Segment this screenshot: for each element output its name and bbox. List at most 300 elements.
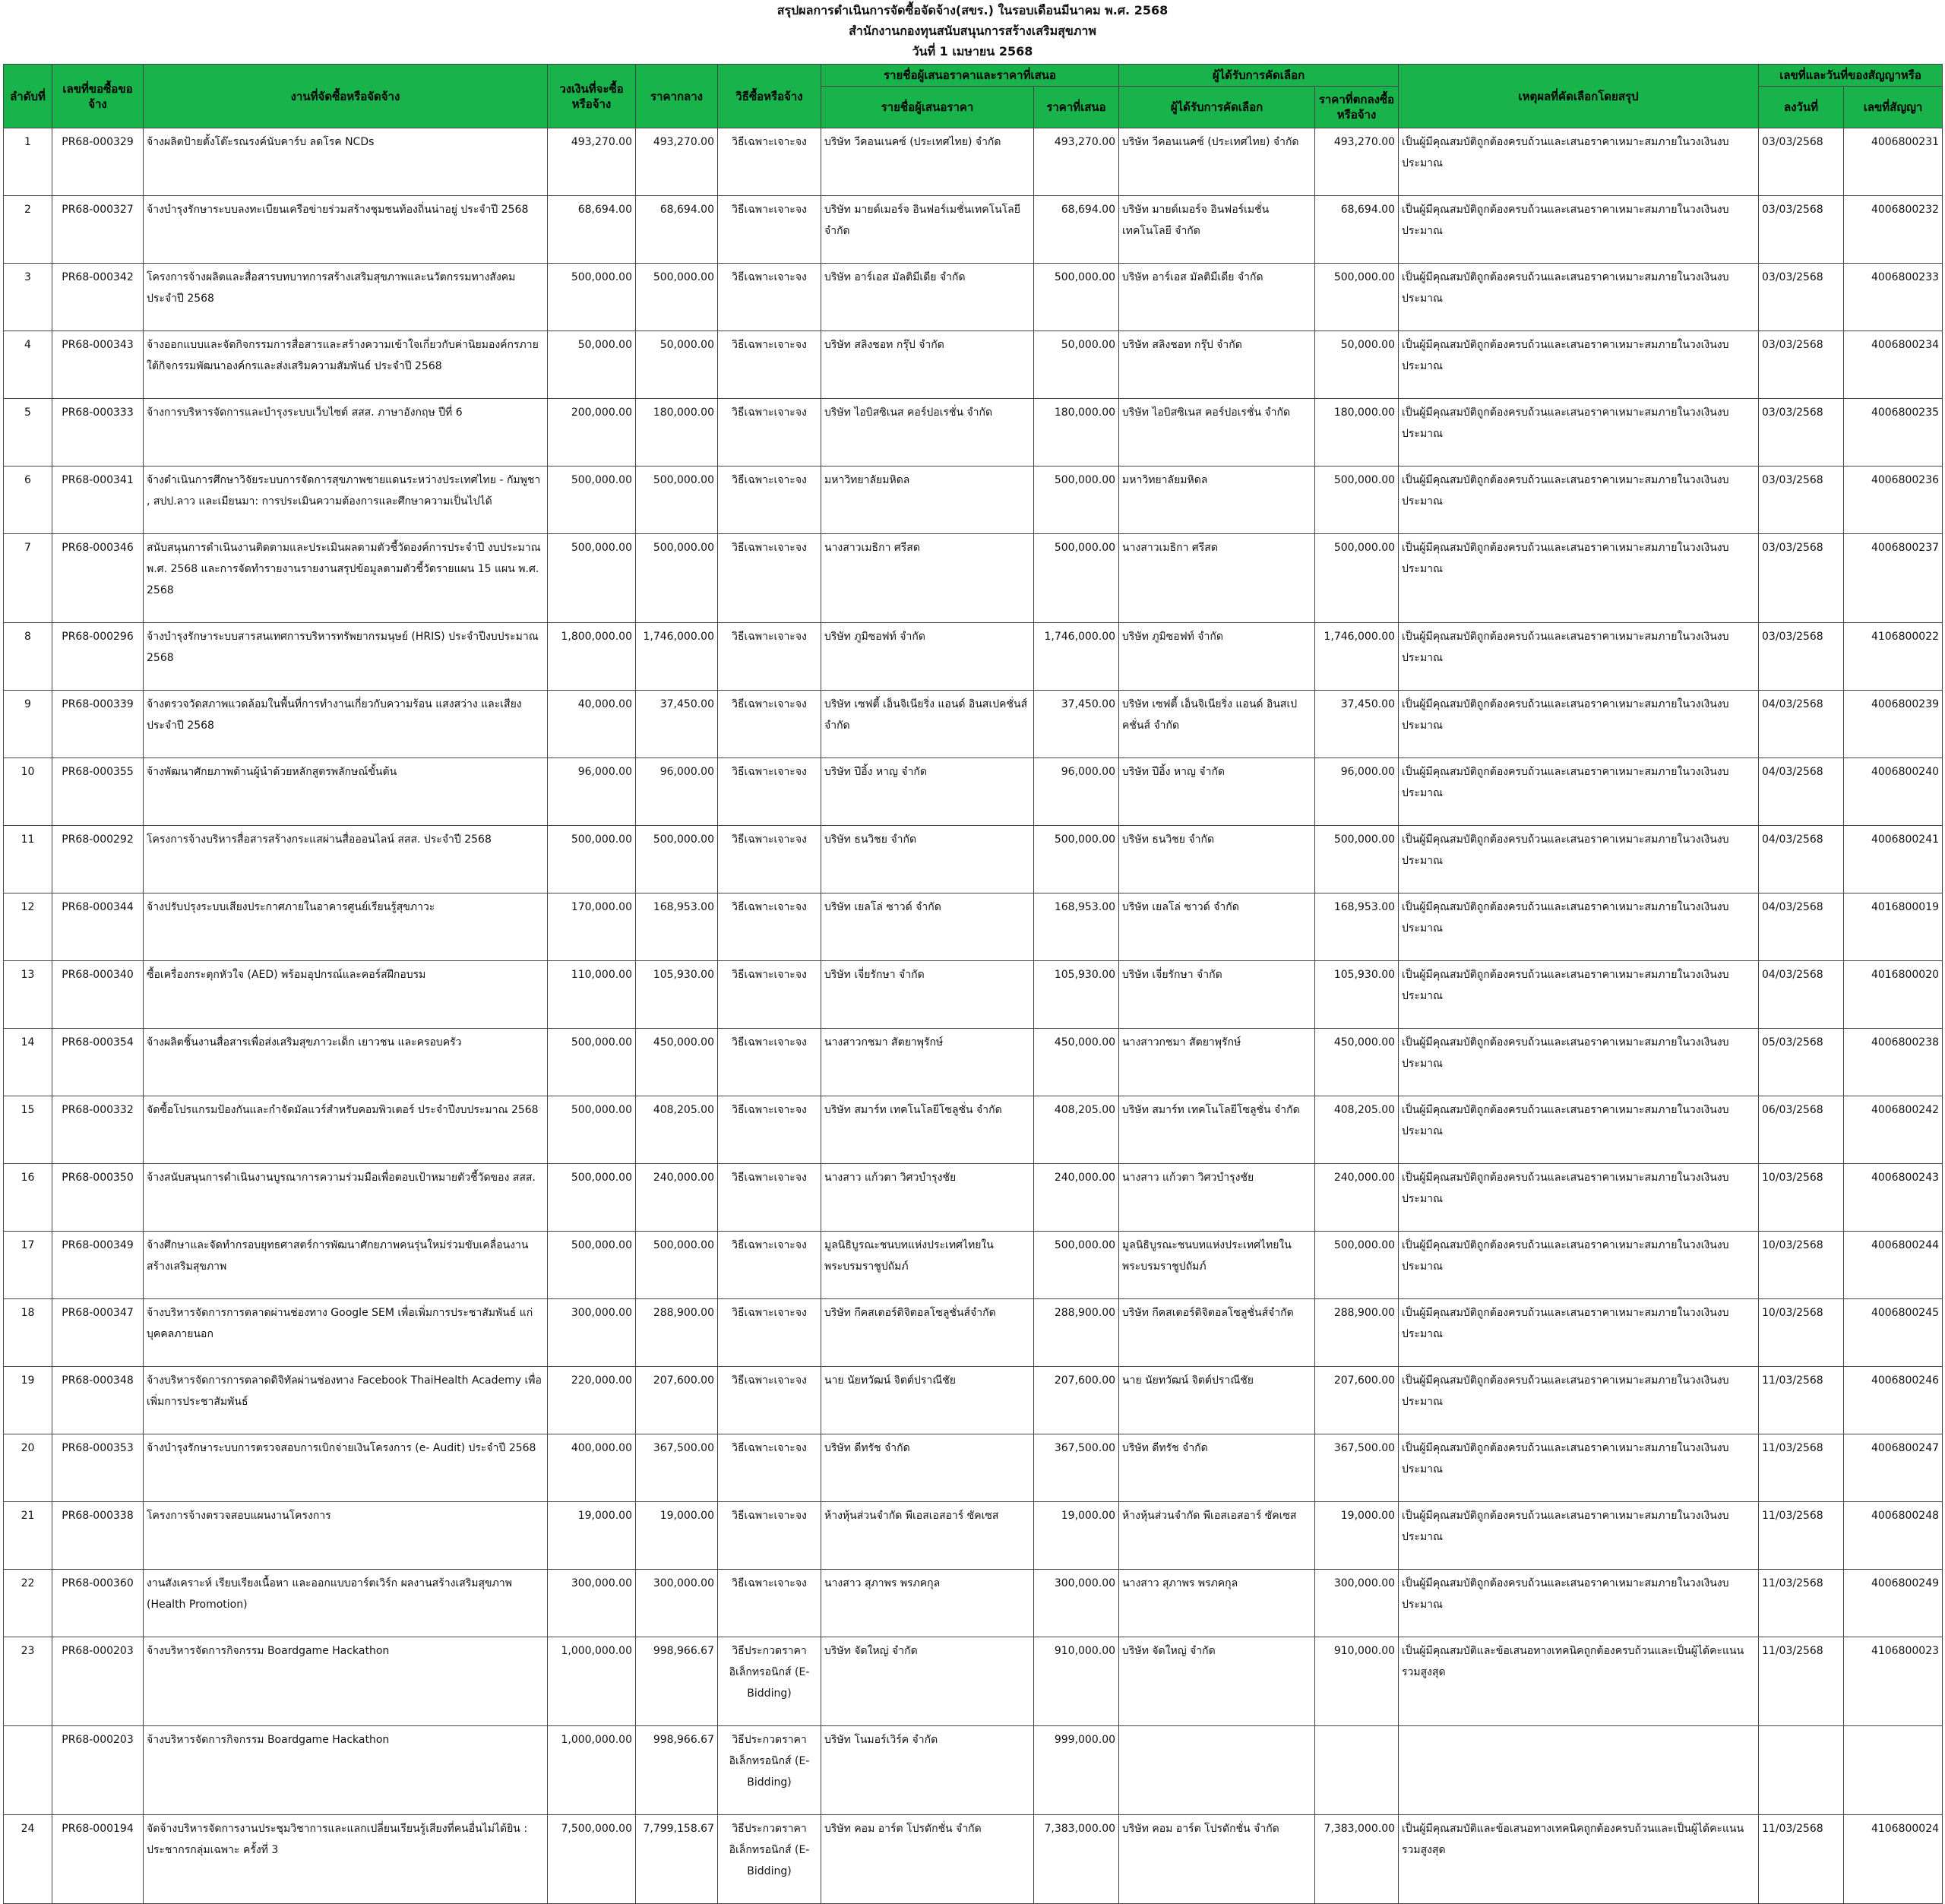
row-work: จ้างบริหารจัดการการตลาดดิจิทัลผ่านช่องทาง Facebook ThaiHealth Academy เพื่อเพิ่มการประชาสัมพันธ์	[144, 1367, 548, 1434]
row-seq: 14	[4, 1029, 52, 1096]
row-bidder: มูลนิธิบูรณะชนบทแห่งประเทศไทยในพระบรมราชูปถัมภ์	[821, 1232, 1034, 1299]
row-selected: นางสาว สุภาพร พรภคกุล	[1119, 1570, 1315, 1637]
row-contract-no: 4006800237	[1844, 534, 1943, 623]
row-agreed-price: 500,000.00	[1315, 1232, 1399, 1299]
table-row	[4, 1570, 1943, 1637]
row-budget: 170,000.00	[548, 893, 636, 961]
row-selected: บริษัท ธนวิชย จำกัด	[1119, 826, 1315, 893]
row-method: วิธีเฉพาะเจาะจง	[718, 893, 821, 961]
row-work: จ้างบำรุงรักษาระบบสารสนเทศการบริหารทรัพยากรมนุษย์ (HRIS) ประจำปีงบประมาณ 2568	[144, 623, 548, 691]
table-row	[4, 1434, 1943, 1502]
row-method: วิธีเฉพาะเจาะจง	[718, 758, 821, 826]
row-selected: บริษัท เซฟตี้ เอ็นจิเนียริ่ง แอนด์ อินสเปคชั่นส์ จำกัด	[1119, 691, 1315, 758]
table-body	[4, 128, 1943, 1904]
row-contract-date: 11/03/2568	[1759, 1502, 1844, 1570]
row-bidder: นางสาว สุภาพร พรภคกุล	[821, 1570, 1034, 1637]
row-selected: บริษัท วีคอนเนคซ์ (ประเทศไทย) จำกัด	[1119, 128, 1315, 196]
table-row	[4, 1164, 1943, 1232]
row-seq: 15	[4, 1096, 52, 1164]
row-selected: บริษัท สลิงชอท กรุ๊ป จำกัด	[1119, 331, 1315, 399]
row-budget: 300,000.00	[548, 1299, 636, 1367]
row-req-no: PR68-000348	[52, 1367, 144, 1434]
row-selected: บริษัท จัดใหญ่ จำกัด	[1119, 1637, 1315, 1726]
row-method: วิธีเฉพาะเจาะจง	[718, 1299, 821, 1367]
row-bid-price: 999,000.00	[1034, 1726, 1119, 1815]
row-median-price: 998,966.67	[636, 1637, 718, 1726]
row-contract-no: 4006800240	[1844, 758, 1943, 826]
row-seq: 11	[4, 826, 52, 893]
row-median-price: 50,000.00	[636, 331, 718, 399]
row-req-no: PR68-000333	[52, 399, 144, 467]
row-req-no: PR68-000353	[52, 1434, 144, 1502]
row-work: จ้างบำรุงรักษาระบบลงทะเบียนเครือข่ายร่วมสร้างชุมชนท้องถิ่นน่าอยู่ ประจำปี 2568	[144, 196, 548, 264]
row-req-no: PR68-000296	[52, 623, 144, 691]
row-bid-price: 207,600.00	[1034, 1367, 1119, 1434]
row-work: จ้างบริหารจัดการกิจกรรม Boardgame Hackathon	[144, 1726, 548, 1815]
row-seq: 18	[4, 1299, 52, 1367]
row-method: วิธีเฉพาะเจาะจง	[718, 128, 821, 196]
row-contract-date: 03/03/2568	[1759, 331, 1844, 399]
row-reason: เป็นผู้มีคุณสมบัติถูกต้องครบถ้วนและเสนอราคาเหมาะสมภายในวงเงินงบประมาณ	[1399, 1570, 1759, 1637]
row-bidder: บริษัท ปีอิ้ง หาญ จำกัด	[821, 758, 1034, 826]
row-req-no: PR68-000340	[52, 961, 144, 1029]
row-median-price: 500,000.00	[636, 1232, 718, 1299]
table-row	[4, 1637, 1943, 1726]
row-selected: นางสาวกชมา สัตยาพุรักษ์	[1119, 1029, 1315, 1096]
row-bidder: บริษัท เยลโล่ ซาวด์ จำกัด	[821, 893, 1034, 961]
row-bidder: มหาวิทยาลัยมหิดล	[821, 467, 1034, 534]
row-agreed-price	[1315, 1726, 1399, 1815]
row-work: จัดซื้อโปรแกรมป้องกันและกำจัดมัลแวร์สำหรับคอมพิวเตอร์ ประจำปีงบประมาณ 2568	[144, 1096, 548, 1164]
row-bidder: บริษัท จัดใหญ่ จำกัด	[821, 1637, 1034, 1726]
row-budget: 500,000.00	[548, 1164, 636, 1232]
row-req-no: PR68-000329	[52, 128, 144, 196]
row-median-price: 68,694.00	[636, 196, 718, 264]
row-contract-date: 10/03/2568	[1759, 1232, 1844, 1299]
col-group-selected: ผู้ได้รับการคัดเลือก	[1119, 65, 1399, 87]
row-budget: 500,000.00	[548, 1096, 636, 1164]
row-req-no: PR68-000332	[52, 1096, 144, 1164]
table-row	[4, 264, 1943, 331]
row-req-no: PR68-000346	[52, 534, 144, 623]
row-reason: เป็นผู้มีคุณสมบัติถูกต้องครบถ้วนและเสนอราคาเหมาะสมภายในวงเงินงบประมาณ	[1399, 467, 1759, 534]
row-seq: 21	[4, 1502, 52, 1570]
row-seq: 10	[4, 758, 52, 826]
row-agreed-price: 493,270.00	[1315, 128, 1399, 196]
row-agreed-price: 7,383,000.00	[1315, 1815, 1399, 1904]
row-bid-price: 500,000.00	[1034, 264, 1119, 331]
row-bid-price: 240,000.00	[1034, 1164, 1119, 1232]
row-budget: 7,500,000.00	[548, 1815, 636, 1904]
row-contract-date: 04/03/2568	[1759, 758, 1844, 826]
table-row	[4, 1232, 1943, 1299]
table-row	[4, 961, 1943, 1029]
row-agreed-price: 288,900.00	[1315, 1299, 1399, 1367]
row-contract-no: 4006800244	[1844, 1232, 1943, 1299]
row-median-price: 105,930.00	[636, 961, 718, 1029]
table-row	[4, 1299, 1943, 1367]
row-selected: นาย นัยทวัฒน์ จิตต์ปราณีชัย	[1119, 1367, 1315, 1434]
row-median-price: 180,000.00	[636, 399, 718, 467]
row-agreed-price: 96,000.00	[1315, 758, 1399, 826]
row-reason: เป็นผู้มีคุณสมบัติถูกต้องครบถ้วนและเสนอราคาเหมาะสมภายในวงเงินงบประมาณ	[1399, 534, 1759, 623]
table-row	[4, 128, 1943, 196]
row-seq: 4	[4, 331, 52, 399]
row-method: วิธีเฉพาะเจาะจง	[718, 1232, 821, 1299]
row-agreed-price: 408,205.00	[1315, 1096, 1399, 1164]
row-method: วิธีเฉพาะเจาะจง	[718, 826, 821, 893]
row-seq: 19	[4, 1367, 52, 1434]
col-selected: ผู้ได้รับการคัดเลือก	[1119, 87, 1315, 128]
row-budget: 500,000.00	[548, 467, 636, 534]
row-median-price: 240,000.00	[636, 1164, 718, 1232]
col-contract-no: เลขที่สัญญา	[1844, 87, 1943, 128]
row-contract-no: 4016800019	[1844, 893, 1943, 961]
row-req-no: PR68-000342	[52, 264, 144, 331]
row-reason: เป็นผู้มีคุณสมบัติถูกต้องครบถ้วนและเสนอราคาเหมาะสมภายในวงเงินงบประมาณ	[1399, 331, 1759, 399]
row-bid-price: 500,000.00	[1034, 1232, 1119, 1299]
row-agreed-price: 68,694.00	[1315, 196, 1399, 264]
row-selected: บริษัท ภูมิซอฟท์ จำกัด	[1119, 623, 1315, 691]
row-work: จ้างออกแบบและจัดกิจกรรมการสื่อสารและสร้างความเข้าใจเกี่ยวกับค่านิยมองค์กรภายใต้กิจกรรมพัฒนาองค์กรและส่งเสริมความสัมพันธ์ ประจำปี 2568	[144, 331, 548, 399]
row-bidder: บริษัท กีคสเตอร์ดิจิตอลโซลูชั่นส์จำกัด	[821, 1299, 1034, 1367]
row-req-no: PR68-000194	[52, 1815, 144, 1904]
row-contract-date: 04/03/2568	[1759, 961, 1844, 1029]
row-bid-price: 910,000.00	[1034, 1637, 1119, 1726]
row-selected: นางสาว แก้วตา วิศวบำรุงชัย	[1119, 1164, 1315, 1232]
row-contract-date: 04/03/2568	[1759, 691, 1844, 758]
row-method: วิธีเฉพาะเจาะจง	[718, 264, 821, 331]
row-method: วิธีเฉพาะเจาะจง	[718, 1096, 821, 1164]
row-method: วิธีเฉพาะเจาะจง	[718, 534, 821, 623]
row-work: จ้างดำเนินการศึกษาวิจัยระบบการจัดการสุขภาพชายแดนระหว่างประเทศไทย - กัมพูชา , สปป.ลาว และเมียนมา: การประเมินความต้องการและศึกษาความเป็นไปได้	[144, 467, 548, 534]
row-work: จ้างบริหารจัดการการตลาดผ่านช่องทาง Google SEM เพื่อเพิ่มการประชาสัมพันธ์ แก่บุคคลภายนอก	[144, 1299, 548, 1367]
row-contract-no: 4106800023	[1844, 1637, 1943, 1726]
report-header	[0, 0, 1945, 64]
row-work: ซื้อเครื่องกระตุกหัวใจ (AED) พร้อมอุปกรณ์และคอร์สฝึกอบรม	[144, 961, 548, 1029]
row-work: จ้างศึกษาและจัดทำกรอบยุทธศาสตร์การพัฒนาศักยภาพคนรุ่นใหม่ร่วมขับเคลื่อนงานสร้างเสริมสุขภาพ	[144, 1232, 548, 1299]
row-selected: บริษัท เยลโล่ ซาวด์ จำกัด	[1119, 893, 1315, 961]
row-selected: บริษัท ดีทรัช จำกัด	[1119, 1434, 1315, 1502]
row-reason: เป็นผู้มีคุณสมบัติถูกต้องครบถ้วนและเสนอราคาเหมาะสมภายในวงเงินงบประมาณ	[1399, 1164, 1759, 1232]
row-method: วิธีเฉพาะเจาะจง	[718, 399, 821, 467]
row-method: วิธีเฉพาะเจาะจง	[718, 467, 821, 534]
report-title: สรุปผลการดำเนินการจัดซื้อจัดจ้าง(สขร.) ในรอบเดือนมีนาคม พ.ศ. 2568	[776, 3, 1169, 17]
row-seq: 16	[4, 1164, 52, 1232]
row-selected: บริษัท ไอบิสซิเนส คอร์ปอเรชั่น จำกัด	[1119, 399, 1315, 467]
row-req-no: PR68-000292	[52, 826, 144, 893]
col-work: งานที่จัดซื้อหรือจัดจ้าง	[144, 65, 548, 128]
table-row	[4, 534, 1943, 623]
row-work: จ้างสนับสนุนการดำเนินงานบูรณาการความร่วมมือเพื่อตอบเป้าหมายตัวชี้วัดของ สสส.	[144, 1164, 548, 1232]
row-seq: 5	[4, 399, 52, 467]
row-bid-price: 1,746,000.00	[1034, 623, 1119, 691]
row-budget: 500,000.00	[548, 1232, 636, 1299]
report-date: วันที่ 1 เมษายน 2568	[912, 44, 1033, 59]
row-bidder: นางสาวเมธิกา ศรีสด	[821, 534, 1034, 623]
row-median-price: 96,000.00	[636, 758, 718, 826]
row-bidder: นางสาว แก้วตา วิศวบำรุงชัย	[821, 1164, 1034, 1232]
row-reason: เป็นผู้มีคุณสมบัติถูกต้องครบถ้วนและเสนอราคาเหมาะสมภายในวงเงินงบประมาณ	[1399, 1096, 1759, 1164]
row-contract-date: 03/03/2568	[1759, 128, 1844, 196]
row-agreed-price: 19,000.00	[1315, 1502, 1399, 1570]
row-agreed-price: 910,000.00	[1315, 1637, 1399, 1726]
row-budget: 110,000.00	[548, 961, 636, 1029]
col-req-no: เลขที่ขอซื้อขอจ้าง	[52, 65, 144, 128]
row-bid-price: 450,000.00	[1034, 1029, 1119, 1096]
row-bidder: ห้างหุ้นส่วนจำกัด พีเอสเอสอาร์ ซัคเซส	[821, 1502, 1034, 1570]
row-median-price: 500,000.00	[636, 264, 718, 331]
row-contract-no: 4006800241	[1844, 826, 1943, 893]
row-agreed-price: 240,000.00	[1315, 1164, 1399, 1232]
row-reason: เป็นผู้มีคุณสมบัติถูกต้องครบถ้วนและเสนอราคาเหมาะสมภายในวงเงินงบประมาณ	[1399, 196, 1759, 264]
row-contract-date: 05/03/2568	[1759, 1029, 1844, 1096]
row-median-price: 1,746,000.00	[636, 623, 718, 691]
row-bid-price: 50,000.00	[1034, 331, 1119, 399]
row-reason: เป็นผู้มีคุณสมบัติถูกต้องครบถ้วนและเสนอราคาเหมาะสมภายในวงเงินงบประมาณ	[1399, 1434, 1759, 1502]
row-contract-date: 04/03/2568	[1759, 826, 1844, 893]
row-reason: เป็นผู้มีคุณสมบัติถูกต้องครบถ้วนและเสนอราคาเหมาะสมภายในวงเงินงบประมาณ	[1399, 1232, 1759, 1299]
row-bid-price: 96,000.00	[1034, 758, 1119, 826]
col-contract-date: ลงวันที่	[1759, 87, 1844, 128]
table-row	[4, 1502, 1943, 1570]
row-budget: 500,000.00	[548, 534, 636, 623]
row-agreed-price: 367,500.00	[1315, 1434, 1399, 1502]
row-bidder: บริษัท มายด์เมอร์จ อินฟอร์เมชั่นเทคโนโลยี จำกัด	[821, 196, 1034, 264]
row-contract-date: 11/03/2568	[1759, 1637, 1844, 1726]
row-median-price: 450,000.00	[636, 1029, 718, 1096]
row-selected: ห้างหุ้นส่วนจำกัด พีเอสเอสอาร์ ซัคเซส	[1119, 1502, 1315, 1570]
row-budget: 1,800,000.00	[548, 623, 636, 691]
row-bid-price: 408,205.00	[1034, 1096, 1119, 1164]
row-method: วิธีประกวดราคาอิเล็กทรอนิกส์ (E-Bidding)	[718, 1637, 821, 1726]
row-bidder: บริษัท คอม อาร์ต โปรดักชั่น จำกัด	[821, 1815, 1034, 1904]
col-seq: ลำดับที่	[4, 65, 52, 128]
row-contract-date: 10/03/2568	[1759, 1299, 1844, 1367]
procurement-table	[3, 64, 1943, 1904]
row-method: วิธีประกวดราคาอิเล็กทรอนิกส์ (E-Bidding)	[718, 1726, 821, 1815]
row-method: วิธีเฉพาะเจาะจง	[718, 1570, 821, 1637]
row-contract-no: 4006800231	[1844, 128, 1943, 196]
row-selected: นางสาวเมธิกา ศรีสด	[1119, 534, 1315, 623]
row-bidder: บริษัท วีคอนเนคซ์ (ประเทศไทย) จำกัด	[821, 128, 1034, 196]
row-seq: 8	[4, 623, 52, 691]
row-bid-price: 105,930.00	[1034, 961, 1119, 1029]
row-selected: บริษัท เจี่ยรักษา จำกัด	[1119, 961, 1315, 1029]
row-contract-no: 4106800022	[1844, 623, 1943, 691]
row-bid-price: 300,000.00	[1034, 1570, 1119, 1637]
row-budget: 500,000.00	[548, 1029, 636, 1096]
row-bid-price: 168,953.00	[1034, 893, 1119, 961]
row-median-price: 493,270.00	[636, 128, 718, 196]
row-budget: 1,000,000.00	[548, 1726, 636, 1815]
col-bidder: รายชื่อผู้เสนอราคา	[821, 87, 1034, 128]
row-seq: 7	[4, 534, 52, 623]
row-selected: บริษัท ปีอิ้ง หาญ จำกัด	[1119, 758, 1315, 826]
row-work: โครงการจ้างผลิตและสื่อสารบทบาทการสร้างเสริมสุขภาพและนวัตกรรมทางสังคม ประจำปี 2568	[144, 264, 548, 331]
row-budget: 220,000.00	[548, 1367, 636, 1434]
table-row	[4, 1367, 1943, 1434]
row-median-price: 367,500.00	[636, 1434, 718, 1502]
row-contract-date: 11/03/2568	[1759, 1815, 1844, 1904]
row-median-price: 7,799,158.67	[636, 1815, 718, 1904]
table-row	[4, 331, 1943, 399]
row-contract-date	[1759, 1726, 1844, 1815]
row-reason: เป็นผู้มีคุณสมบัติถูกต้องครบถ้วนและเสนอราคาเหมาะสมภายในวงเงินงบประมาณ	[1399, 961, 1759, 1029]
row-bidder: บริษัท สมาร์ท เทคโนโลยีโซลูชั่น จำกัด	[821, 1096, 1034, 1164]
row-seq: 2	[4, 196, 52, 264]
row-req-no: PR68-000355	[52, 758, 144, 826]
row-seq: 24	[4, 1815, 52, 1904]
row-median-price: 500,000.00	[636, 467, 718, 534]
row-budget: 96,000.00	[548, 758, 636, 826]
row-reason: เป็นผู้มีคุณสมบัติถูกต้องครบถ้วนและเสนอราคาเหมาะสมภายในวงเงินงบประมาณ	[1399, 1502, 1759, 1570]
row-work: สนับสนุนการดำเนินงานติดตามและประเมินผลตามตัวชี้วัดองค์การประจำปี งบประมาณ พ.ศ. 2568 และการจัดทำรายงานรายงานสรุปข้อมูลตามตัวชี้วัดรายแผน 15 แผน พ.ศ. 2568	[144, 534, 548, 623]
row-selected	[1119, 1726, 1315, 1815]
row-bid-price: 493,270.00	[1034, 128, 1119, 196]
row-reason: เป็นผู้มีคุณสมบัติถูกต้องครบถ้วนและเสนอราคาเหมาะสมภายในวงเงินงบประมาณ	[1399, 399, 1759, 467]
row-reason: เป็นผู้มีคุณสมบัติถูกต้องครบถ้วนและเสนอราคาเหมาะสมภายในวงเงินงบประมาณ	[1399, 691, 1759, 758]
row-median-price: 300,000.00	[636, 1570, 718, 1637]
row-method: วิธีเฉพาะเจาะจง	[718, 196, 821, 264]
row-bidder: บริษัท เซฟตี้ เอ็นจิเนียริ่ง แอนด์ อินสเปคชั่นส์ จำกัด	[821, 691, 1034, 758]
row-agreed-price: 37,450.00	[1315, 691, 1399, 758]
row-contract-no: 4006800245	[1844, 1299, 1943, 1367]
row-contract-date: 11/03/2568	[1759, 1570, 1844, 1637]
row-work: โครงการจ้างตรวจสอบแผนงานโครงการ	[144, 1502, 548, 1570]
row-contract-date: 11/03/2568	[1759, 1367, 1844, 1434]
row-bidder: นางสาวกชมา สัตยาพุรักษ์	[821, 1029, 1034, 1096]
col-group-contract: เลขที่และวันที่ของสัญญาหรือ	[1759, 65, 1943, 87]
row-contract-no: 4006800235	[1844, 399, 1943, 467]
row-contract-no: 4006800239	[1844, 691, 1943, 758]
row-req-no: PR68-000343	[52, 331, 144, 399]
col-agreed-price: ราคาที่ตกลงซื้อหรือจ้าง	[1315, 87, 1399, 128]
row-contract-date: 03/03/2568	[1759, 264, 1844, 331]
row-bidder: นาย นัยทวัฒน์ จิตต์ปราณีชัย	[821, 1367, 1034, 1434]
row-budget: 1,000,000.00	[548, 1637, 636, 1726]
row-agreed-price: 180,000.00	[1315, 399, 1399, 467]
row-selected: บริษัท อาร์เอส มัลติมีเดีย จำกัด	[1119, 264, 1315, 331]
row-agreed-price: 168,953.00	[1315, 893, 1399, 961]
row-bidder: บริษัท เจี่ยรักษา จำกัด	[821, 961, 1034, 1029]
row-contract-no: 4006800248	[1844, 1502, 1943, 1570]
row-agreed-price: 105,930.00	[1315, 961, 1399, 1029]
table-row	[4, 196, 1943, 264]
row-agreed-price: 500,000.00	[1315, 467, 1399, 534]
row-bid-price: 367,500.00	[1034, 1434, 1119, 1502]
table-row	[4, 1815, 1943, 1904]
row-budget: 40,000.00	[548, 691, 636, 758]
row-budget: 200,000.00	[548, 399, 636, 467]
row-median-price: 288,900.00	[636, 1299, 718, 1367]
row-contract-date: 10/03/2568	[1759, 1164, 1844, 1232]
row-contract-no: 4106800024	[1844, 1815, 1943, 1904]
row-bidder: บริษัท ดีทรัช จำกัด	[821, 1434, 1034, 1502]
row-reason: เป็นผู้มีคุณสมบัติถูกต้องครบถ้วนและเสนอราคาเหมาะสมภายในวงเงินงบประมาณ	[1399, 893, 1759, 961]
row-budget: 400,000.00	[548, 1434, 636, 1502]
row-seq: 22	[4, 1570, 52, 1637]
row-req-no: PR68-000347	[52, 1299, 144, 1367]
row-contract-no: 4006800234	[1844, 331, 1943, 399]
row-selected: บริษัท กีคสเตอร์ดิจิตอลโซลูชั่นส์จำกัด	[1119, 1299, 1315, 1367]
row-reason: เป็นผู้มีคุณสมบัติถูกต้องครบถ้วนและเสนอราคาเหมาะสมภายในวงเงินงบประมาณ	[1399, 128, 1759, 196]
row-reason: เป็นผู้มีคุณสมบัติถูกต้องครบถ้วนและเสนอราคาเหมาะสมภายในวงเงินงบประมาณ	[1399, 758, 1759, 826]
row-contract-no: 4006800238	[1844, 1029, 1943, 1096]
row-method: วิธีเฉพาะเจาะจง	[718, 1502, 821, 1570]
row-contract-no: 4006800243	[1844, 1164, 1943, 1232]
row-req-no: PR68-000339	[52, 691, 144, 758]
row-work: งานสังเคราะห์ เรียบเรียงเนื้อหา และออกแบบอาร์ตเวิร์ก ผลงานสร้างเสริมสุขภาพ (Health Promotion)	[144, 1570, 548, 1637]
row-agreed-price: 300,000.00	[1315, 1570, 1399, 1637]
row-bidder: บริษัท สลิงชอท กรุ๊ป จำกัด	[821, 331, 1034, 399]
row-bid-price: 7,383,000.00	[1034, 1815, 1119, 1904]
row-median-price: 37,450.00	[636, 691, 718, 758]
row-reason: เป็นผู้มีคุณสมบัติถูกต้องครบถ้วนและเสนอราคาเหมาะสมภายในวงเงินงบประมาณ	[1399, 623, 1759, 691]
row-work: จ้างบำรุงรักษาระบบการตรวจสอบการเบิกจ่ายเงินโครงการ (e- Audit) ประจำปี 2568	[144, 1434, 548, 1502]
row-budget: 500,000.00	[548, 264, 636, 331]
row-method: วิธีเฉพาะเจาะจง	[718, 623, 821, 691]
row-work: จ้างตรวจวัดสภาพแวดล้อมในพื้นที่การทำงานเกี่ยวกับความร้อน แสงสว่าง และเสียง ประจำปี 2568	[144, 691, 548, 758]
row-seq: 17	[4, 1232, 52, 1299]
row-work: โครงการจ้างบริหารสื่อสารสร้างกระแสผ่านสื่อออนไลน์ สสส. ประจำปี 2568	[144, 826, 548, 893]
row-agreed-price: 500,000.00	[1315, 264, 1399, 331]
row-median-price: 168,953.00	[636, 893, 718, 961]
col-bid-price: ราคาที่เสนอ	[1034, 87, 1119, 128]
row-selected: บริษัท สมาร์ท เทคโนโลยีโซลูชั่น จำกัด	[1119, 1096, 1315, 1164]
row-work: จ้างผลิตป้ายตั้งโต๊ะรณรงค์นับคาร์บ ลดโรค NCDs	[144, 128, 548, 196]
row-method: วิธีเฉพาะเจาะจง	[718, 1367, 821, 1434]
row-contract-date: 04/03/2568	[1759, 893, 1844, 961]
row-budget: 68,694.00	[548, 196, 636, 264]
row-bid-price: 37,450.00	[1034, 691, 1119, 758]
col-median-price: ราคากลาง	[636, 65, 718, 128]
row-bid-price: 68,694.00	[1034, 196, 1119, 264]
row-contract-no: 4006800233	[1844, 264, 1943, 331]
row-selected: บริษัท มายด์เมอร์จ อินฟอร์เมชั่นเทคโนโลยี จำกัด	[1119, 196, 1315, 264]
row-contract-no: 4006800247	[1844, 1434, 1943, 1502]
row-contract-no: 4016800020	[1844, 961, 1943, 1029]
row-req-no: PR68-000203	[52, 1637, 144, 1726]
row-req-no: PR68-000338	[52, 1502, 144, 1570]
row-agreed-price: 450,000.00	[1315, 1029, 1399, 1096]
row-seq: 9	[4, 691, 52, 758]
row-budget: 500,000.00	[548, 826, 636, 893]
row-method: วิธีเฉพาะเจาะจง	[718, 691, 821, 758]
row-contract-no: 4006800246	[1844, 1367, 1943, 1434]
row-contract-date: 03/03/2568	[1759, 534, 1844, 623]
row-seq: 6	[4, 467, 52, 534]
table-row	[4, 1029, 1943, 1096]
table-row	[4, 1096, 1943, 1164]
row-seq: 3	[4, 264, 52, 331]
row-req-no: PR68-000360	[52, 1570, 144, 1637]
row-median-price: 500,000.00	[636, 826, 718, 893]
row-contract-date: 03/03/2568	[1759, 196, 1844, 264]
row-bid-price: 288,900.00	[1034, 1299, 1119, 1367]
row-seq: 23	[4, 1637, 52, 1726]
row-contract-no: 4006800249	[1844, 1570, 1943, 1637]
row-method: วิธีเฉพาะเจาะจง	[718, 961, 821, 1029]
row-seq: 20	[4, 1434, 52, 1502]
row-budget: 493,270.00	[548, 128, 636, 196]
table-row	[4, 758, 1943, 826]
row-reason: เป็นผู้มีคุณสมบัติและข้อเสนอทางเทคนิคถูกต้องครบถ้วนและเป็นผู้ได้คะแนนรวมสูงสุด	[1399, 1637, 1759, 1726]
row-reason: เป็นผู้มีคุณสมบัติถูกต้องครบถ้วนและเสนอราคาเหมาะสมภายในวงเงินงบประมาณ	[1399, 1299, 1759, 1367]
row-contract-date: 03/03/2568	[1759, 623, 1844, 691]
row-contract-date: 03/03/2568	[1759, 399, 1844, 467]
row-bid-price: 500,000.00	[1034, 826, 1119, 893]
